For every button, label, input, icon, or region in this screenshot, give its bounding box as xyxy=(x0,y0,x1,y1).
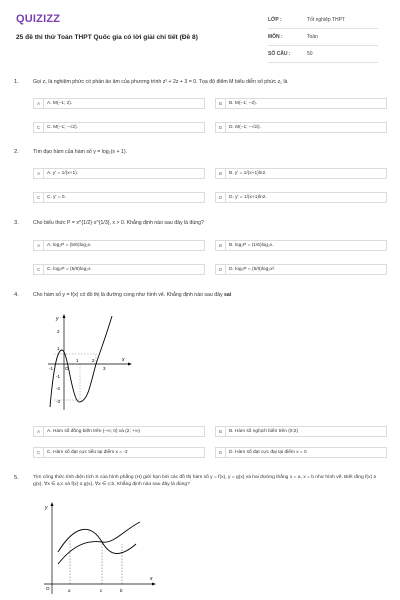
tick-label: 1 xyxy=(76,358,79,363)
option-label: C xyxy=(34,193,44,202)
option-b[interactable] xyxy=(215,168,387,179)
option-c[interactable] xyxy=(33,122,205,133)
tick-label: -1 xyxy=(49,366,54,371)
question-number: 5. xyxy=(14,475,19,481)
option-text: C. Hàm số đạt cực tiểu tại điểm x = -2 xyxy=(47,450,128,455)
meta-value: 50 xyxy=(307,51,313,57)
option-label: A xyxy=(34,169,44,178)
option-label: B xyxy=(216,169,226,178)
option-label: D xyxy=(216,193,226,202)
option-text: D. y' = 1/(x+1)ln2. xyxy=(229,195,267,200)
origin-label: O xyxy=(65,366,69,371)
option-label: C xyxy=(34,265,44,274)
option-text: A. M(−1; 2). xyxy=(47,101,73,106)
question-text xyxy=(33,292,383,299)
option-text: C. y' = 0. xyxy=(47,195,66,200)
axis-x-label: x xyxy=(122,357,125,363)
option-text: A. y' = 1/(x+1). xyxy=(47,171,79,176)
option-label: B xyxy=(216,99,226,108)
option-label: A xyxy=(34,99,44,108)
question-text: Gọi z₁ là nghiệm phức có phần ảo âm của phương trình z² + 2z + 3 = 0. Tọa độ điểm M biểu diễn số phức z₁ là xyxy=(33,79,288,85)
question-text: Tìm đạo hàm của hàm số y = log₂(x + 1). xyxy=(33,149,127,155)
option-text: B. Hàm số nghịch biến trên (0;2) xyxy=(229,429,299,434)
option-c[interactable] xyxy=(33,264,205,275)
meta-value: Tốt nghiệp THPT xyxy=(307,17,345,23)
option-text: D. M(−1; −√2i). xyxy=(229,125,261,130)
meta-label: LỚP : xyxy=(268,17,282,23)
option-label: D xyxy=(216,448,226,457)
option-d[interactable] xyxy=(215,122,387,133)
question-emphasis: sai xyxy=(224,292,232,298)
tick-label: c xyxy=(100,588,103,593)
tick-label: -3 xyxy=(56,399,61,404)
meta-value: Toán xyxy=(307,34,318,40)
question-number: 4. xyxy=(14,292,19,298)
axis-x-label: x xyxy=(150,576,153,582)
axis-y-label: y xyxy=(45,505,48,511)
origin-label: O xyxy=(46,586,50,591)
option-d[interactable] xyxy=(215,192,387,203)
option-label: A xyxy=(34,241,44,250)
tick-label: -1 xyxy=(56,374,61,379)
option-text: C. log₂P = (5/6)log₂x. xyxy=(47,267,92,272)
option-b[interactable] xyxy=(215,426,387,437)
option-text: A. Hàm số đồng biến trên (−∞; 0) và (2; +∞) xyxy=(47,429,140,434)
option-a[interactable] xyxy=(33,240,205,251)
option-c[interactable] xyxy=(33,192,205,203)
option-b[interactable] xyxy=(215,98,387,109)
option-b[interactable] xyxy=(215,240,387,251)
page-title: 25 đề thi thử Toán THPT Quốc gia có lời giải chi tiết (Đề 8) xyxy=(16,34,198,41)
tick-label: 2 xyxy=(57,329,60,334)
option-label: B xyxy=(216,241,226,250)
meta-box xyxy=(268,12,378,63)
question-text: Tìm công thức tính diện tích S của hình phẳng (H) giới hạn bởi các đồ thị hàm số y = f(x), y = g(x) và hai đường thẳng x = a, x = b như hình vẽ. Biết rằng f(x) ≥ g(x), ∀x ∈ a;c và f(x) ≤ g(x), ∀x ∈ c;b. Khẳng định nào sau đây là đúng? xyxy=(33,475,377,487)
question-number: 3. xyxy=(14,220,19,226)
meta-row-class xyxy=(268,12,378,29)
option-a[interactable] xyxy=(33,98,205,109)
option-d[interactable] xyxy=(215,447,387,458)
option-text: B. M(−1; −2). xyxy=(229,101,257,106)
option-label: C xyxy=(34,123,44,132)
option-label: D xyxy=(216,265,226,274)
meta-label: MÔN : xyxy=(268,34,283,40)
option-label: A xyxy=(34,427,44,436)
tick-label: -2 xyxy=(56,386,61,391)
meta-label: SỐ CÂU : xyxy=(268,51,291,57)
option-text: B. log₂P = (1/6)log₂x. xyxy=(229,243,274,248)
tick-label: 1 xyxy=(57,346,60,351)
tick-label: a xyxy=(68,588,71,593)
question-text-main: Cho hàm số y = f(x) có đồ thị là đường cong như hình vẽ. Khẳng định nào sau đây xyxy=(33,292,225,298)
option-label: C xyxy=(34,448,44,457)
option-c[interactable] xyxy=(33,447,205,458)
option-text: B. y' = 1/(x+1)ln2. xyxy=(229,171,267,176)
tick-label: 2 xyxy=(92,358,95,363)
meta-row-count xyxy=(268,46,378,63)
meta-row-subject xyxy=(268,29,378,46)
option-text: D. Hàm số đạt cực đại tại điểm x = 0 xyxy=(229,450,307,455)
option-a[interactable] xyxy=(33,426,205,437)
option-text: A. log₂P = (5/6)log₂x. xyxy=(47,243,92,248)
option-d[interactable] xyxy=(215,264,387,275)
question-text: Cho biểu thức P = x^{1/2}·x^{1/3}, x > 0. Khẳng định nào sau đây là đúng? xyxy=(33,220,204,226)
question-number: 2. xyxy=(14,149,19,155)
function-graph-q4 xyxy=(44,312,134,412)
option-a[interactable] xyxy=(33,168,205,179)
question-number: 1. xyxy=(14,79,19,85)
area-graph-q5 xyxy=(40,500,160,596)
tick-label: b xyxy=(120,588,123,593)
axis-y-label: y xyxy=(56,316,59,322)
option-text: C. M(−1; −√2). xyxy=(47,125,78,130)
tick-label: 3 xyxy=(103,366,106,371)
quizizz-logo: QUIZIZZ xyxy=(16,13,61,25)
option-label: D xyxy=(216,123,226,132)
option-label: B xyxy=(216,427,226,436)
option-text: D. log₂P = (5/6)log₂x². xyxy=(229,267,276,272)
